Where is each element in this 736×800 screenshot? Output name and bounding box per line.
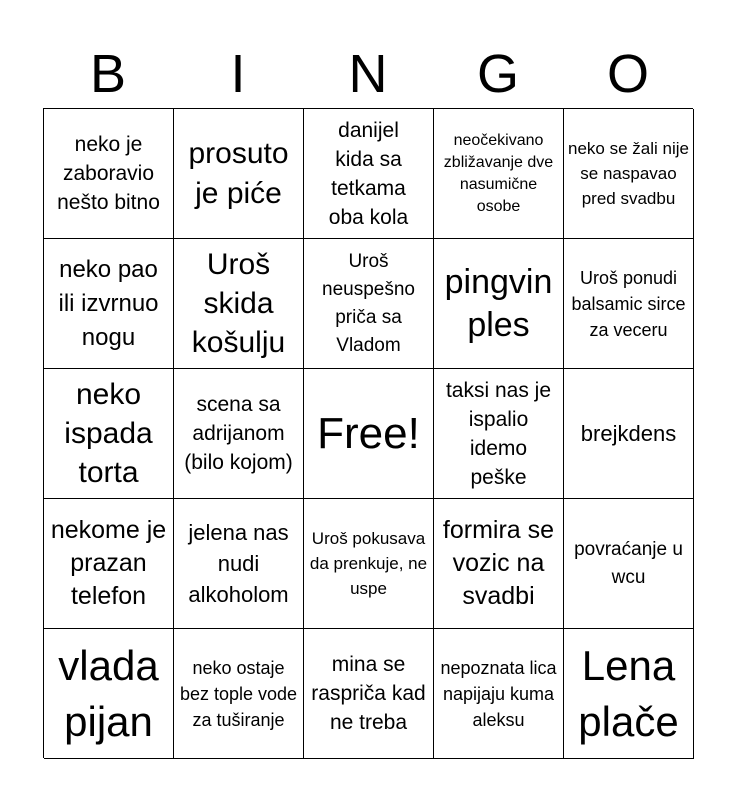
cell-text: mina se raspriča kad ne treba bbox=[311, 653, 426, 734]
bingo-cell[interactable] bbox=[304, 109, 434, 239]
bingo-cell[interactable] bbox=[44, 369, 174, 499]
cell-text: nekome je prazan telefon bbox=[50, 516, 167, 610]
bingo-cell[interactable] bbox=[434, 109, 564, 239]
header-letter-i: I bbox=[230, 44, 246, 104]
cell-text: neočekivano zbližavanje dve nasumične osobe bbox=[443, 131, 554, 215]
bingo-cell[interactable] bbox=[44, 499, 174, 629]
cell-text: povraćanje u wcu bbox=[574, 538, 683, 588]
cell-text: prosuto je piće bbox=[188, 136, 289, 210]
cell-text: formira se vozic na svadbi bbox=[442, 516, 555, 610]
bingo-cell[interactable] bbox=[174, 239, 304, 369]
cell-text: Uroš ponudi balsamic sirce za veceru bbox=[571, 267, 686, 340]
bingo-cell[interactable] bbox=[174, 369, 304, 499]
cell-text: Uroš skida košulju bbox=[191, 248, 286, 359]
cell-text: danijel kida sa tetkama oba kola bbox=[328, 118, 409, 229]
bingo-cell[interactable] bbox=[564, 239, 694, 369]
cell-text: scena sa adrijanom (bilo kojom) bbox=[184, 393, 293, 474]
cell-text: jelena nas nudi alkoholom bbox=[188, 520, 289, 607]
cell-text: pingvin ples bbox=[444, 262, 553, 344]
header-letter-n: N bbox=[348, 44, 388, 104]
cell-text: vlada pijan bbox=[58, 641, 159, 745]
bingo-header bbox=[43, 40, 693, 108]
bingo-cell[interactable] bbox=[304, 629, 434, 759]
cell-text: taksi nas je ispalio idemo peške bbox=[445, 378, 552, 489]
bingo-cell[interactable] bbox=[174, 499, 304, 629]
bingo-grid bbox=[43, 108, 693, 758]
bingo-cell[interactable] bbox=[434, 239, 564, 369]
bingo-cell-free[interactable] bbox=[304, 369, 434, 499]
header-letter-b: B bbox=[89, 44, 127, 104]
header-letter-o: O bbox=[606, 44, 649, 104]
cell-text: neko pao ili izvrnuo nogu bbox=[58, 255, 159, 351]
cell-text: brejkdens bbox=[580, 420, 677, 446]
header-letter-g: G bbox=[476, 44, 519, 104]
cell-text: nepoznata lica napijaju kuma aleksu bbox=[440, 657, 557, 730]
bingo-cell[interactable] bbox=[44, 629, 174, 759]
bingo-cell[interactable] bbox=[44, 109, 174, 239]
bingo-cell[interactable] bbox=[304, 239, 434, 369]
bingo-cell[interactable] bbox=[564, 499, 694, 629]
cell-text: Lena plače bbox=[578, 641, 679, 745]
cell-text: Uroš pokusava da prenkuje, ne uspe bbox=[309, 529, 428, 598]
bingo-cell[interactable] bbox=[564, 369, 694, 499]
cell-text: Uroš neuspešno priča sa Vladom bbox=[322, 250, 415, 356]
bingo-cell[interactable] bbox=[434, 629, 564, 759]
free-space-label: Free! bbox=[317, 408, 420, 458]
bingo-cell[interactable] bbox=[564, 629, 694, 759]
bingo-cell[interactable] bbox=[434, 369, 564, 499]
bingo-cell[interactable] bbox=[304, 499, 434, 629]
bingo-cell[interactable] bbox=[434, 499, 564, 629]
bingo-cell[interactable] bbox=[174, 109, 304, 239]
cell-text: neko je zaboravio nešto bitno bbox=[57, 133, 160, 214]
cell-text: neko ostaje bez tople vode za tuširanje bbox=[179, 657, 298, 730]
cell-text: neko se žali nije se naspavao pred svadbu bbox=[568, 139, 689, 208]
cell-text: neko ispada torta bbox=[64, 378, 153, 489]
bingo-cell[interactable] bbox=[174, 629, 304, 759]
bingo-cell[interactable] bbox=[564, 109, 694, 239]
bingo-cell[interactable] bbox=[44, 239, 174, 369]
